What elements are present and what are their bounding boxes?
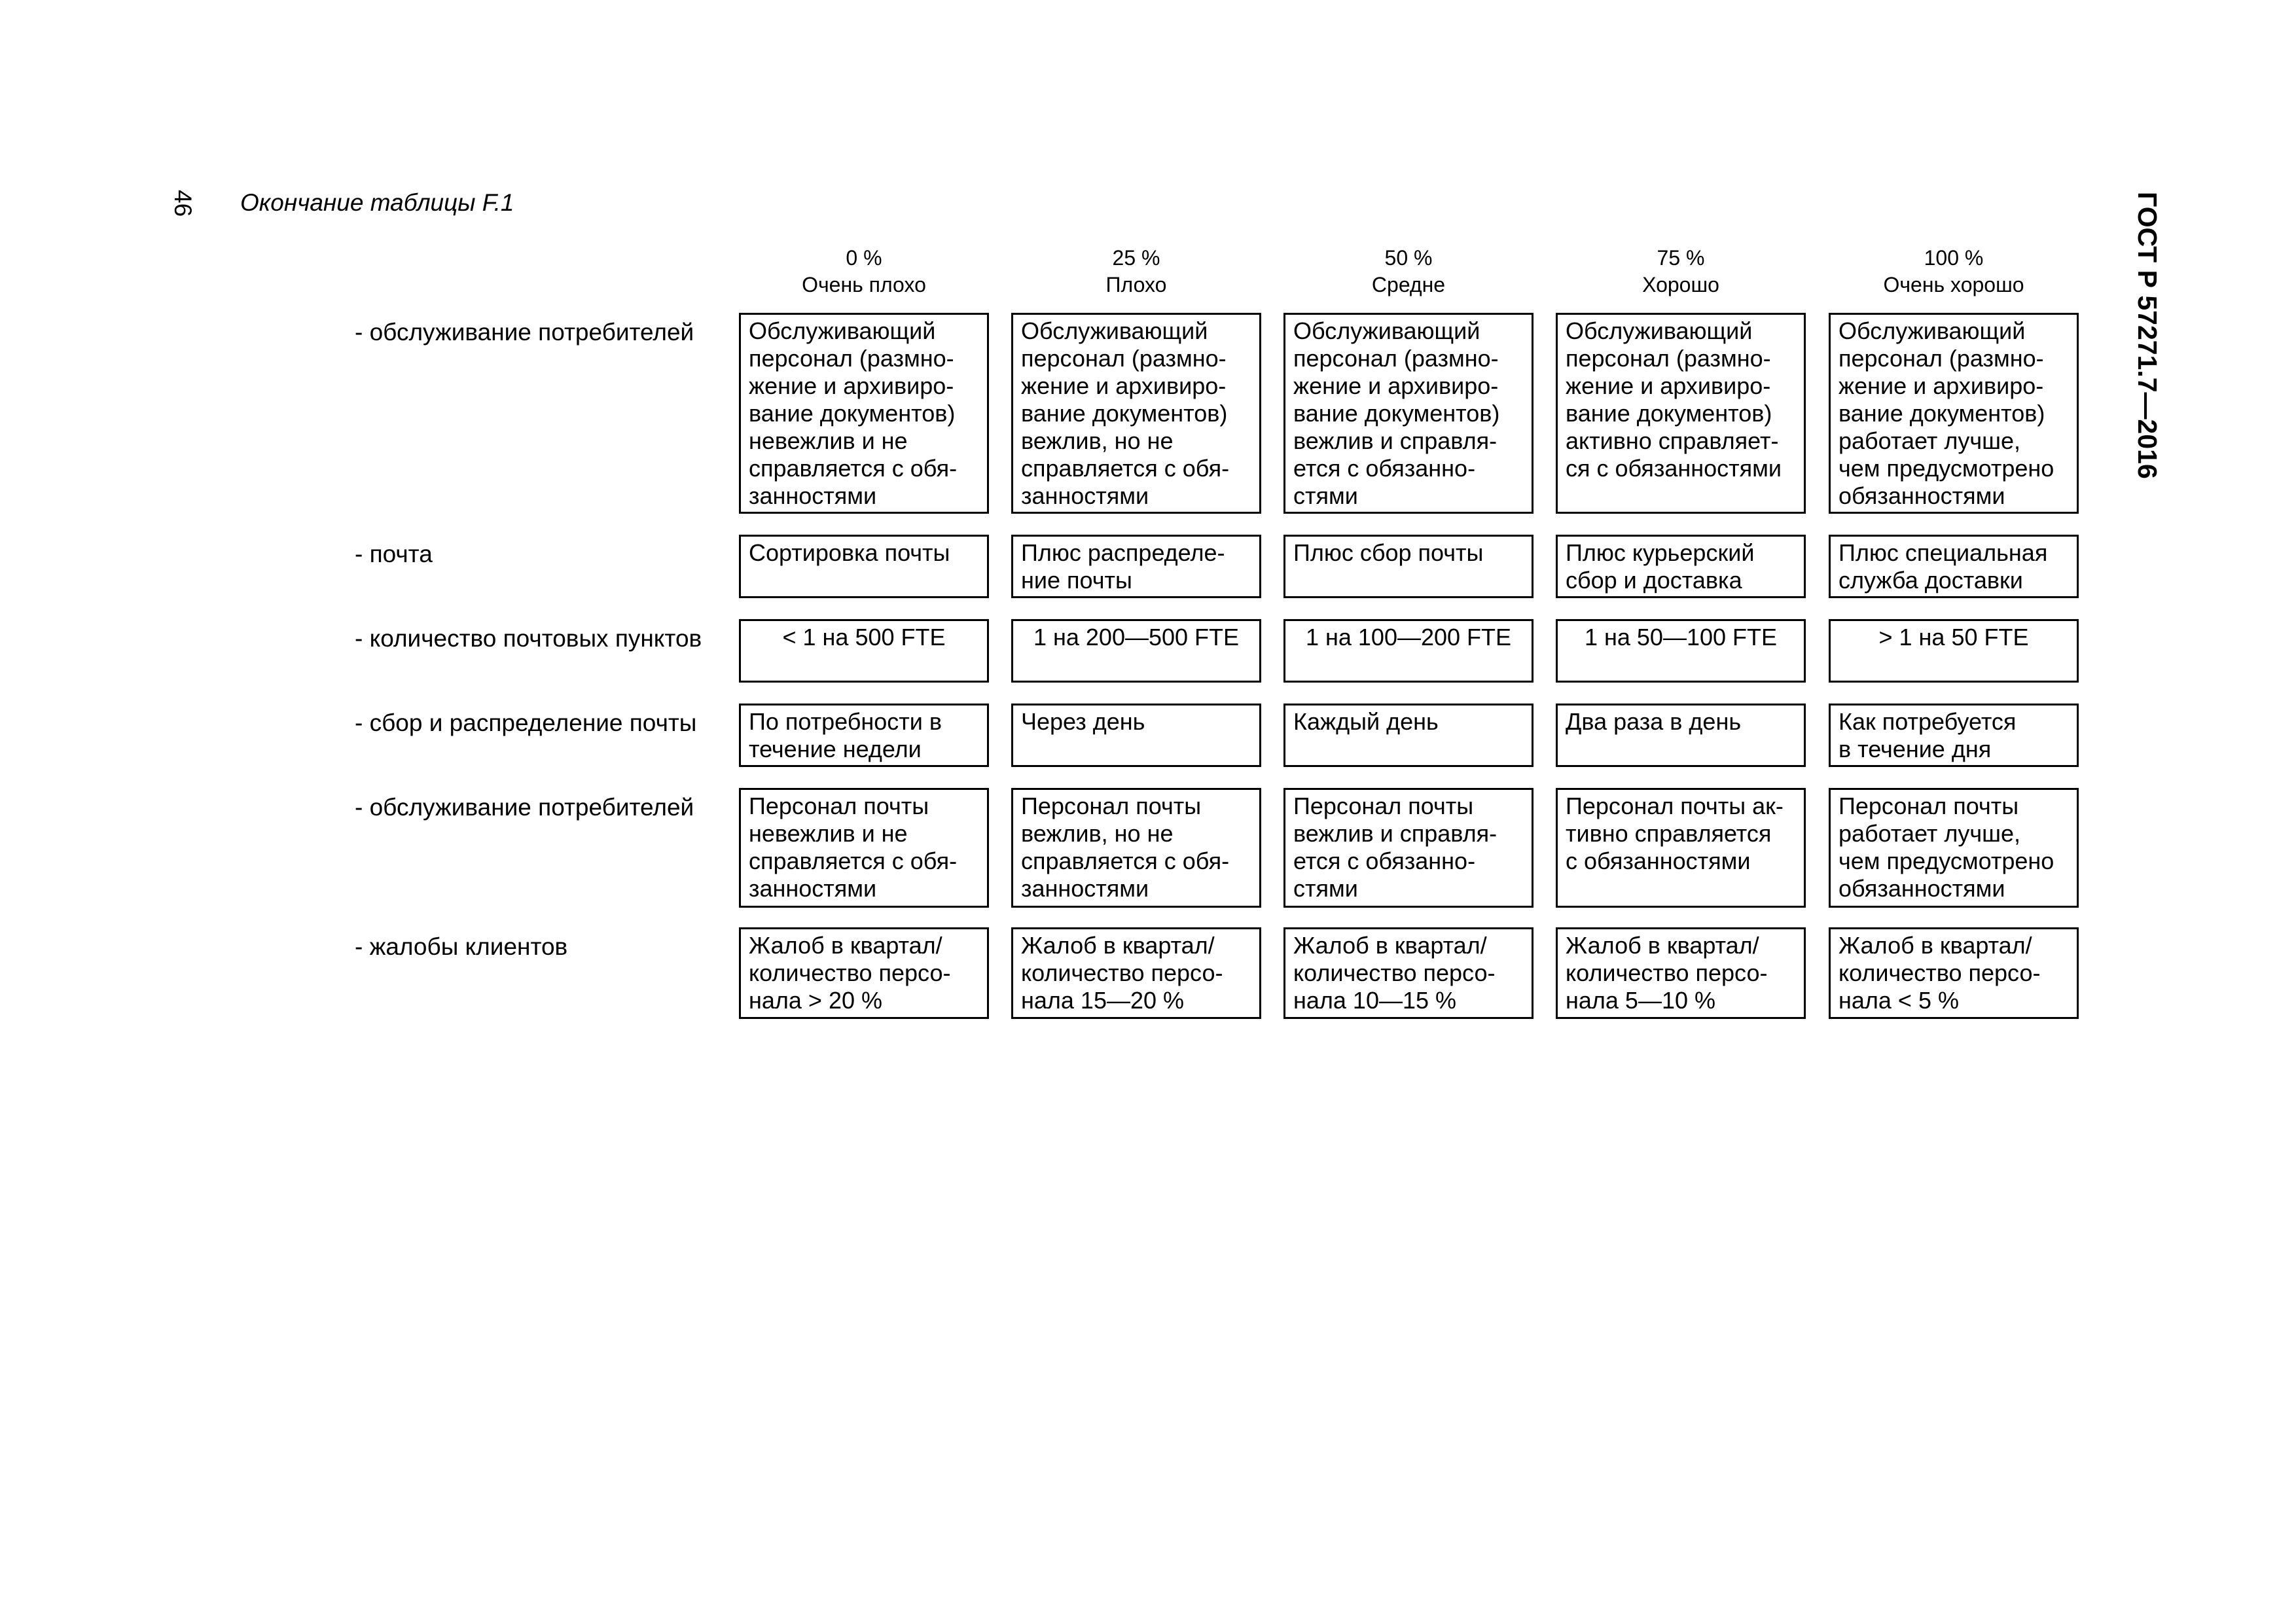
cell-text-line: Обслуживающий [1293,317,1480,344]
cell-text-line: Плюс сбор почты [1293,539,1484,566]
table-cell [1283,535,1534,598]
cell-text-line: справляется с обя- [1021,455,1230,482]
table-cell [1283,704,1534,767]
cell-text-line: Персонал почты [1839,793,2019,819]
column-rating-label: Хорошо [1642,273,1719,296]
column-header [739,245,989,298]
table-cell [1011,788,1261,908]
row-label: - жалобы клиентов [355,933,568,960]
table-cell [1011,313,1261,514]
cell-text-line: Жалоб в квартал/ [749,932,942,959]
table-cell [1556,704,1806,767]
cell-text-line: Жалоб в квартал/ [1566,932,1759,959]
cell-text-line: вание документов) [1839,400,2045,427]
cell-text-line: количество персо- [1293,959,1496,986]
table-cell [1829,704,2079,767]
table-cell [1283,313,1534,514]
cell-text-line: ется с обязанно- [1293,455,1476,482]
column-rating-label: Средне [1371,273,1446,296]
cell-text-line: Обслуживающий [1566,317,1753,344]
cell-text-line: течение недели [749,736,922,762]
cell-text-line: Персонал почты [1293,793,1474,819]
cell-text-line: Обслуживающий [1021,317,1208,344]
cell-text-line: нала < 5 % [1839,987,1959,1014]
cell-text-line: < 1 на 500 FTE [782,624,946,651]
cell-text-line: вежлив, но не [1021,427,1174,454]
cell-text-line: 1 на 100—200 FTE [1305,624,1512,651]
cell-text-line: стями [1293,482,1358,509]
cell-text-line: количество персо- [1021,959,1223,986]
cell-text-line: в течение дня [1839,736,1992,762]
column-rating-label: Очень плохо [802,273,926,296]
table-cell [1829,927,2079,1019]
cell-text-line: вежлив, но не [1021,820,1174,847]
cell-text-line: нала 15—20 % [1021,987,1185,1014]
table-cell [1829,535,2079,598]
cell-text-line: Плюс курьерский [1566,539,1755,566]
cell-text-line: Жалоб в квартал/ [1839,932,2032,959]
table-cell [1556,619,1806,683]
column-percent: 25 % [1112,246,1160,270]
table-caption: Окончание таблицы F.1 [240,189,514,216]
cell-text-line: справляется с обя- [749,847,958,874]
cell-text-line: Через день [1021,708,1145,735]
column-header [1011,245,1261,298]
cell-text-line: вание документов) [1021,400,1228,427]
cell-text-line: вание документов) [1293,400,1500,427]
cell-text-line: Жалоб в квартал/ [1293,932,1487,959]
table-cell [739,927,989,1019]
table-cell [1011,704,1261,767]
cell-text-line: 1 на 50—100 FTE [1584,624,1778,651]
cell-text-line: невежлив и не [749,427,908,454]
cell-text-line: вежлив и справля- [1293,820,1498,847]
table-cell [1829,313,2079,514]
cell-text-line: > 1 на 50 FTE [1878,624,2029,651]
cell-text-line: занностями [1021,875,1149,902]
cell-text-line: активно справляет- [1566,427,1779,454]
row-label: - сбор и распределение почты [355,709,697,736]
page-number: 46 [170,190,196,217]
cell-text-line: жение и архивиро- [1566,372,1771,399]
cell-text-line: ется с обязанно- [1293,847,1476,874]
column-percent: 100 % [1924,246,1984,270]
cell-text-line: количество персо- [1839,959,2041,986]
table-cell [1829,619,2079,683]
column-percent: 75 % [1657,246,1705,270]
column-header [1283,245,1534,298]
table-cell [1283,927,1534,1019]
table-cell [1829,788,2079,908]
cell-text-line: чем предусмотрено [1839,455,2054,482]
cell-text-line: Персонал почты [1021,793,1202,819]
table-cell [1556,927,1806,1019]
cell-text-line: жение и архивиро- [1021,372,1227,399]
cell-text-line: Плюс специальная [1839,539,2048,566]
table-cell [1011,535,1261,598]
cell-text-line: Плюс распределе- [1021,539,1225,566]
cell-text-line: Как потребуется [1839,708,2017,735]
cell-text-line: справляется с обя- [1021,847,1230,874]
cell-text-line: персонал (размно- [1839,345,2044,372]
cell-text-line: чем предусмотрено [1839,847,2054,874]
cell-text-line: ся с обязанностями [1566,455,1782,482]
standard-identifier: ГОСТ Р 57271.7—2016 [2132,192,2162,479]
row-label: - обслуживание потребителей [355,794,694,821]
table-cell [1556,535,1806,598]
cell-text-line: персонал (размно- [1021,345,1227,372]
cell-text-line: Каждый день [1293,708,1439,735]
cell-text-line: справляется с обя- [749,455,958,482]
row-label: - почта [355,541,433,567]
table-cell [739,788,989,908]
cell-text-line: количество персо- [1566,959,1768,986]
column-rating-label: Очень хорошо [1883,273,2024,296]
column-header [1829,245,2079,298]
cell-text-line: вание документов) [1566,400,1772,427]
cell-text-line: сбор и доставка [1566,567,1742,594]
cell-text-line: персонал (размно- [1566,345,1771,372]
cell-text-line: работает лучше, [1839,820,2020,847]
table-cell [739,313,989,514]
table-cell [1283,619,1534,683]
cell-text-line: работает лучше, [1839,427,2020,454]
table-cell [1011,927,1261,1019]
cell-text-line: занностями [749,482,877,509]
column-rating-label: Плохо [1105,273,1167,296]
cell-text-line: жение и архивиро- [1839,372,2044,399]
row-label: - количество почтовых пунктов [355,625,702,652]
cell-text-line: обязанностями [1839,875,2005,902]
cell-text-line: 1 на 200—500 FTE [1033,624,1240,651]
cell-text-line: нала 10—15 % [1293,987,1457,1014]
column-header [1556,245,1806,298]
cell-text-line: занностями [749,875,877,902]
cell-text-line: Сортировка почты [749,539,950,566]
column-percent: 50 % [1384,246,1433,270]
cell-text-line: невежлив и не [749,820,908,847]
cell-text-line: нала > 20 % [749,987,883,1014]
cell-text-line: жение и архивиро- [1293,372,1499,399]
cell-text-line: вежлив и справля- [1293,427,1498,454]
cell-text-line: с обязанностями [1566,847,1751,874]
cell-text-line: Два раза в день [1566,708,1742,735]
cell-text-line: Обслуживающий [1839,317,2026,344]
cell-text-line: служба доставки [1839,567,2023,594]
table-cell [1283,788,1534,908]
column-percent: 0 % [846,246,882,270]
cell-text-line: Персонал почты ак- [1566,793,1784,819]
cell-text-line: персонал (размно- [749,345,954,372]
cell-text-line: жение и архивиро- [749,372,954,399]
cell-text-line: персонал (размно- [1293,345,1499,372]
table-cell [739,704,989,767]
row-label: - обслуживание потребителей [355,319,694,346]
table-cell [739,619,989,683]
cell-text-line: количество персо- [749,959,951,986]
cell-text-line: обязанностями [1839,482,2005,509]
cell-text-line: По потребности в [749,708,942,735]
table-cell [1556,788,1806,908]
cell-text-line: тивно справляется [1566,820,1772,847]
table-cell [1556,313,1806,514]
cell-text-line: вание документов) [749,400,956,427]
cell-text-line: нала 5—10 % [1566,987,1716,1014]
cell-text-line: Обслуживающий [749,317,936,344]
cell-text-line: стями [1293,875,1358,902]
cell-text-line: Персонал почты [749,793,929,819]
cell-text-line: Жалоб в квартал/ [1021,932,1215,959]
table-cell [1011,619,1261,683]
cell-text-line: ние почты [1021,567,1132,594]
table-cell [739,535,989,598]
cell-text-line: занностями [1021,482,1149,509]
